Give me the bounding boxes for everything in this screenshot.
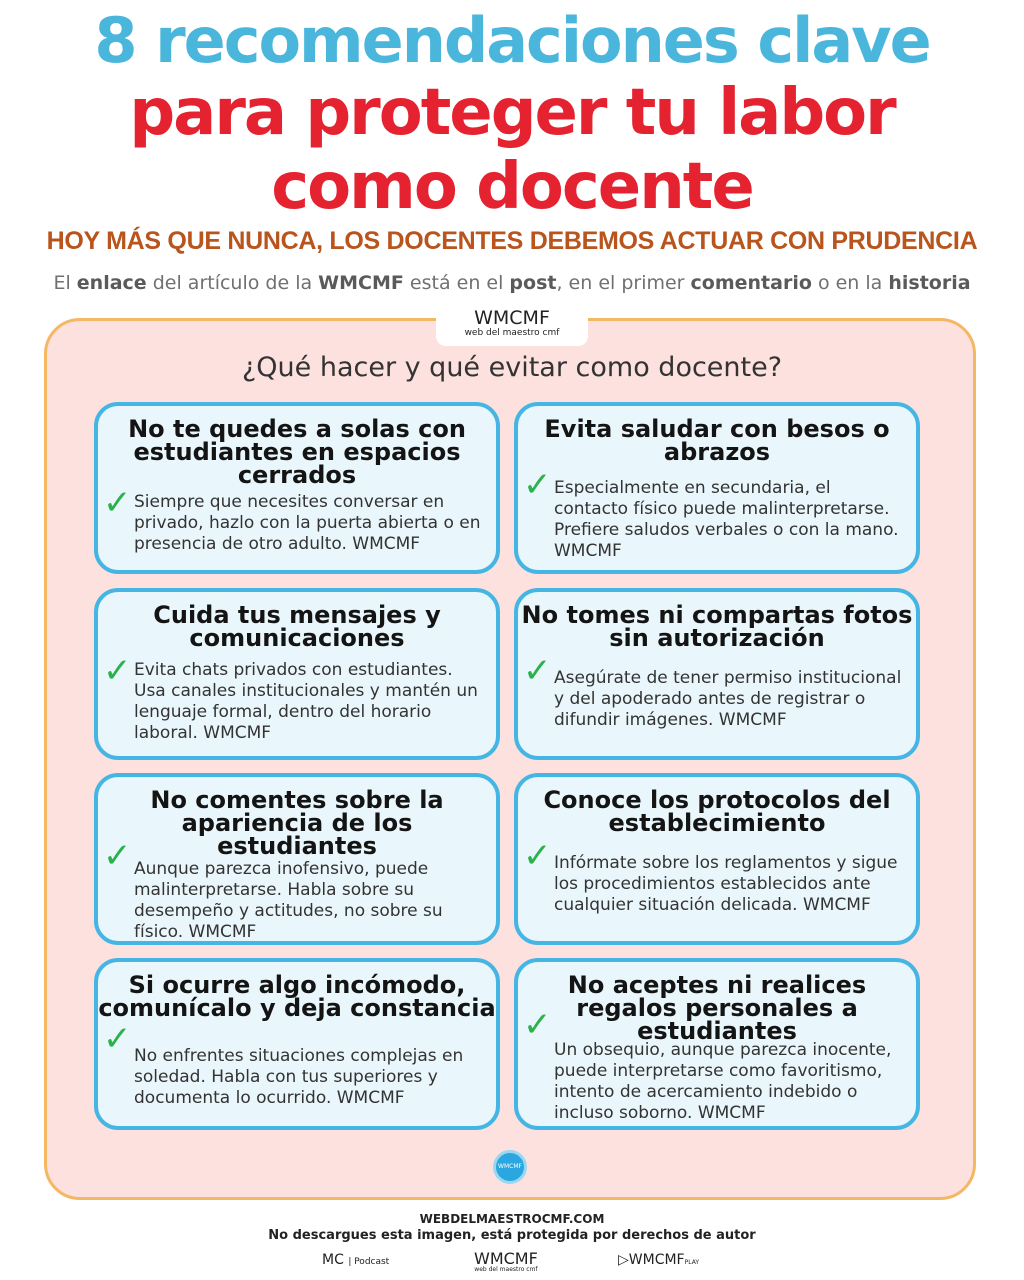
card-title: No tomes ni compartas fotos sin autorización <box>521 601 913 652</box>
logo-main-text: WMCMF <box>474 307 550 329</box>
check-icon: ✓ <box>523 836 552 876</box>
copyright-note: No descargues esta imagen, está protegida por derechos de autor <box>268 1228 756 1243</box>
link-note-text-1: El <box>53 272 77 294</box>
wmcmf-logo <box>436 304 588 346</box>
check-icon: ✓ <box>523 465 552 505</box>
link-note-text-2: del artículo de la <box>146 272 319 294</box>
link-note-text-4: , en el primer <box>556 272 691 294</box>
wmcmf-footer-logo-text: WMCMF <box>474 1249 538 1268</box>
check-icon: ✓ <box>103 836 132 876</box>
card-body: Evita chats privados con estudiantes. Usa canales institucionales y mantén un lenguaje formal, dentro del horario laboral. WMCMF <box>134 660 478 743</box>
card-title: No te quedes a solas con estudiantes en espacios cerrados <box>128 415 466 489</box>
play-logo-sub: PLAY <box>684 1259 700 1266</box>
recommendation-card-4 <box>514 588 920 760</box>
wmcmf-footer-logo-sub: web del maestro cmf <box>474 1266 538 1273</box>
card-title: Conoce los protocolos del establecimiento <box>543 786 891 837</box>
card-body: Infórmate sobre los reglamentos y sigue los procedimientos establecidos ante cualquier situación delicada. WMCMF <box>554 853 898 915</box>
logo-sub-text: web del maestro cmf <box>464 328 560 338</box>
title-line-1: 8 recomendaciones clave <box>94 4 930 77</box>
card-body: No enfrentes situaciones complejas en soledad. Habla con tus superiores y documenta lo ocurrido. WMCMF <box>134 1046 464 1108</box>
card-body: Aunque parezca inofensivo, puede malinterpretarse. Habla sobre su desempeño y actitudes, no sobre su físico. WMCMF <box>134 859 443 942</box>
recommendation-card-2 <box>514 402 920 574</box>
card-title: Evita saludar con besos o abrazos <box>544 415 890 466</box>
check-icon: ✓ <box>523 651 552 691</box>
footer-url: WEBDELMAESTROCMF.COM <box>419 1212 605 1226</box>
check-icon: ✓ <box>103 651 132 691</box>
recommendation-card-3 <box>94 588 500 760</box>
card-title: Si ocurre algo incómodo, comunícalo y deja constancia <box>98 971 496 1022</box>
link-note-bold-historia: historia <box>888 272 971 294</box>
play-logo-text: WMCMF <box>628 1252 685 1268</box>
link-note-bold-post: post <box>509 272 557 294</box>
play-logo <box>618 1252 699 1274</box>
link-note <box>0 272 1024 294</box>
subtitle: HOY MÁS QUE NUNCA, LOS DOCENTES DEBEMOS ACTUAR CON PRUDENCIA <box>46 227 978 255</box>
card-body: Asegúrate de tener permiso institucional y del apoderado antes de registrar o difundir imágenes. WMCMF <box>554 668 902 730</box>
card-title: No comentes sobre la apariencia de los estudiantes <box>150 786 444 860</box>
podcast-logo-text: MC <box>322 1252 344 1268</box>
play-icon: ▷ <box>618 1252 629 1268</box>
link-note-bold-comentario: comentario <box>690 272 812 294</box>
link-note-text-5: o en la <box>811 272 889 294</box>
link-note-bold-wmcmf: WMCMF <box>318 272 404 294</box>
recommendation-card-7 <box>94 958 500 1130</box>
recommendation-card-6 <box>514 773 920 945</box>
wmcmf-footer-logo <box>474 1249 538 1274</box>
check-icon: ✓ <box>103 1019 132 1059</box>
link-note-bold-enlace: enlace <box>76 272 147 294</box>
title-line-2: para proteger tu labor <box>129 76 895 150</box>
wmcmf-bubble-icon: WMCMF <box>493 1150 527 1184</box>
podcast-logo-sub: | Podcast <box>348 1257 390 1267</box>
link-note-text-3: está en el <box>403 272 510 294</box>
card-body: Especialmente en secundaria, el contacto físico puede malinterpretarse. Prefiere saludos verbales o con la mano. WMCMF <box>554 478 899 561</box>
check-icon: ✓ <box>103 483 132 523</box>
card-title: Cuida tus mensajes y comunicaciones <box>153 601 441 652</box>
check-icon: ✓ <box>523 1005 552 1045</box>
recommendation-card-8 <box>514 958 920 1130</box>
title-line-3: como docente <box>271 150 753 224</box>
recommendation-card-1 <box>94 402 500 574</box>
podcast-logo <box>322 1252 389 1274</box>
section-question: ¿Qué hacer y qué evitar como docente? <box>241 352 783 383</box>
card-body: Un obsequio, aunque parezca inocente, puede interpretarse como favoritismo, intento de acercamiento indebido o incluso soborno. WMCMF <box>554 1040 892 1123</box>
card-title: No aceptes ni realices regalos personales a estudiantes <box>567 971 867 1045</box>
recommendation-card-5 <box>94 773 500 945</box>
card-body: Siempre que necesites conversar en privado, hazlo con la puerta abierta o en presencia de otro adulto. WMCMF <box>134 492 481 554</box>
